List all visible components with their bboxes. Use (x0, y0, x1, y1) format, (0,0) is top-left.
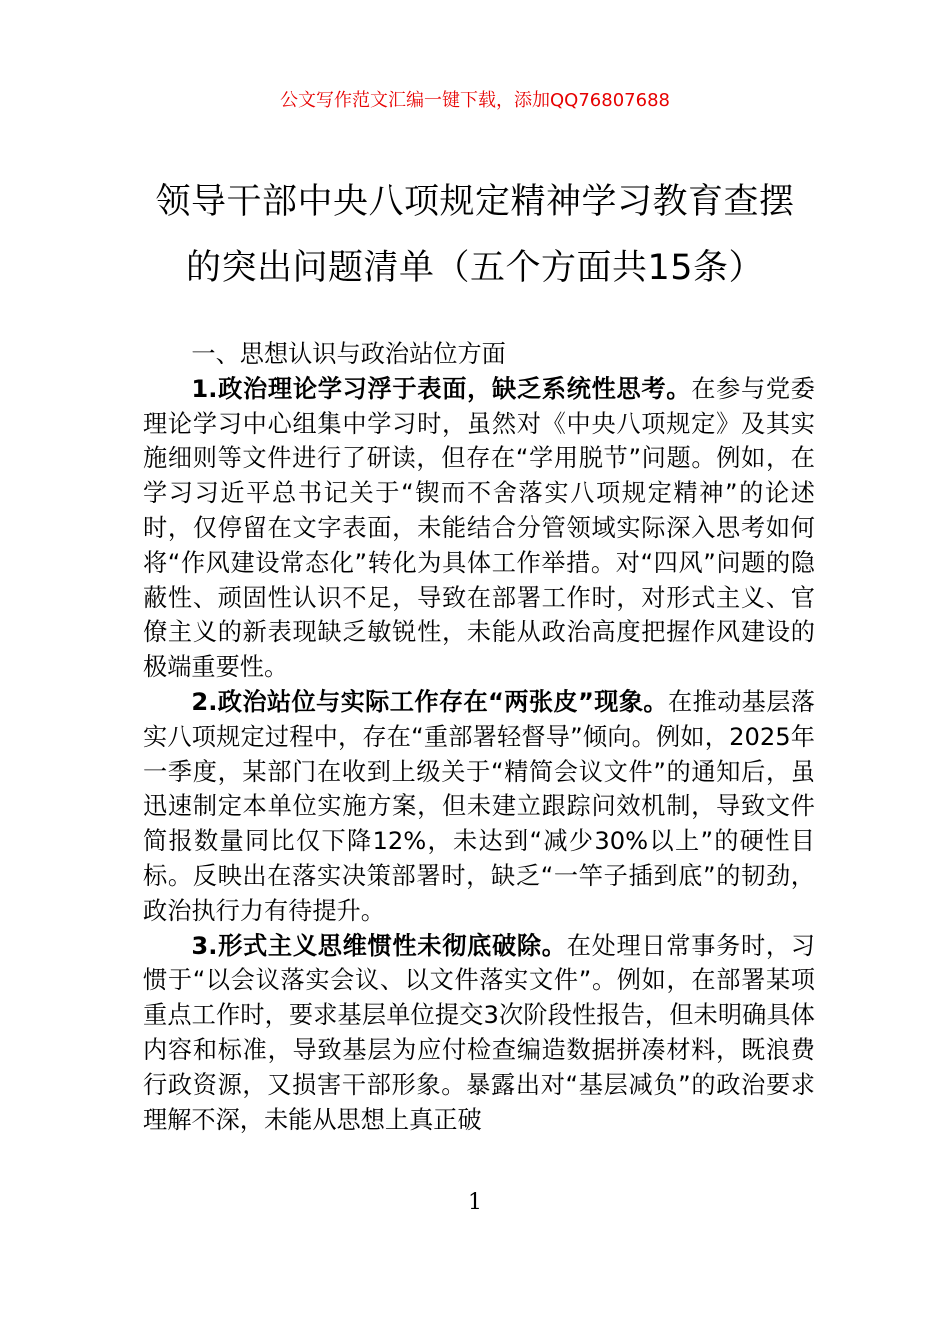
item-text: 在推动基层落实八项规定过程中，存在“重部署轻督导”倾向。例如，2025年一季度，某部门在收到上级关于“精简会议文件”的通知后，虽迅速制定本单位实施方案，但未建立跟踪问效机制，导致文件简报数量同比仅下降12%，未达到“减少30%以上”的硬性目标。反映出在落实决策部署时，缺乏“一竿子插到底”的韧劲，政治执行力有待提升。 (143, 687, 815, 925)
item-lead: 1.政治理论学习浮于表面，缺乏系统性思考。 (191, 374, 692, 403)
item-text: 在参与党委理论学习中心组集中学习时，虽然对《中央八项规定》及其实施细则等文件进行了研读，但存在“学用脱节”问题。例如，在学习习近平总书记关于“锲而不舍落实八项规定精神”的论述时，仅停留在文字表面，未能结合分管领域实际深入思考如何将“作风建设常态化”转化为具体工作举措。对“四风”问题的隐蔽性、顽固性认识不足，导致在部署工作时，对形式主义、官僚主义的新表现缺乏敏锐性，未能从政治高度把握作风建设的极端重要性。 (143, 374, 815, 682)
list-item (143, 685, 815, 929)
document-title-line-2: 的突出问题清单（五个方面共15条） (185, 248, 765, 288)
item-lead: 2.政治站位与实际工作存在“两张皮”现象。 (191, 687, 668, 716)
document-title-line-1: 领导干部中央八项规定精神学习教育查摆 (155, 182, 795, 222)
item-text: 在处理日常事务时，习惯于“以会议落实会议、以文件落实文件”。例如，在部署某项重点工作时，要求基层单位提交3次阶段性报告，但未明确具体内容和标准，导致基层为应付检查编造数据拼凑材料，既浪费行政资源，又损害干部形象。暴露出对“基层减负”的政治要求理解不深，未能从思想上真正破 (143, 931, 815, 1134)
document-body (143, 337, 815, 1137)
item-lead: 3.形式主义思维惯性未彻底破除。 (191, 931, 567, 960)
page-number: 1 (468, 1190, 482, 1215)
list-item (143, 929, 815, 1138)
list-item (143, 372, 815, 685)
section-heading: 一、思想认识与政治站位方面 (191, 340, 506, 368)
download-notice: 公文写作范文汇编一键下载，添加QQ76807688 (280, 90, 670, 111)
